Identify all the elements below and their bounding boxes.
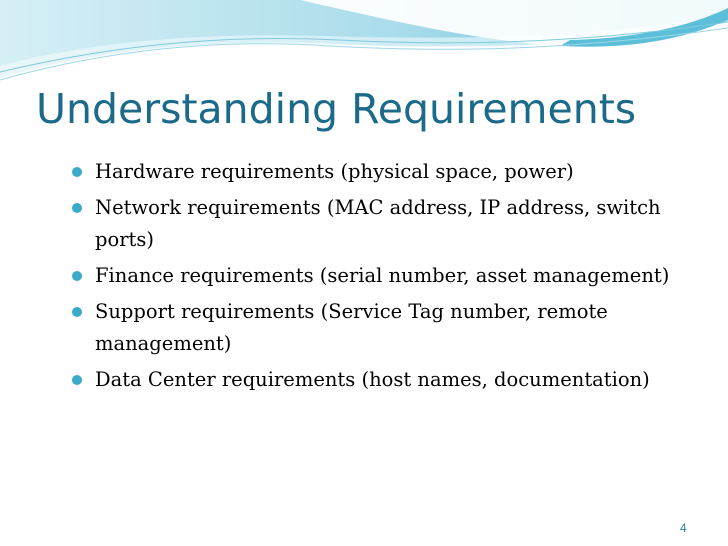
bullet-dot-icon xyxy=(72,271,82,281)
bullet-dot-icon xyxy=(72,307,82,317)
bullet-item xyxy=(78,296,698,360)
bullet-text: Hardware requirements (physical space, power) xyxy=(95,160,574,183)
bullet-item xyxy=(78,192,698,256)
slide-title: Understanding Requirements xyxy=(36,85,637,133)
bullet-item xyxy=(78,364,698,396)
bullet-text: Finance requirements (serial number, asset management) xyxy=(95,264,670,287)
bullet-text: Data Center requirements (host names, documentation) xyxy=(95,368,650,391)
bullet-item xyxy=(78,156,698,188)
bullet-dot-icon xyxy=(72,167,82,177)
page-number: 4 xyxy=(680,521,687,535)
bullet-dot-icon xyxy=(72,375,82,385)
bullet-text: Network requirements (MAC address, IP address, switch ports) xyxy=(95,196,661,251)
bullet-dot-icon xyxy=(72,203,82,213)
bullet-text: Support requirements (Service Tag number, remote management) xyxy=(95,300,608,355)
header-wave-decoration xyxy=(0,0,728,90)
bullet-list xyxy=(78,156,698,400)
bullet-item xyxy=(78,260,698,292)
